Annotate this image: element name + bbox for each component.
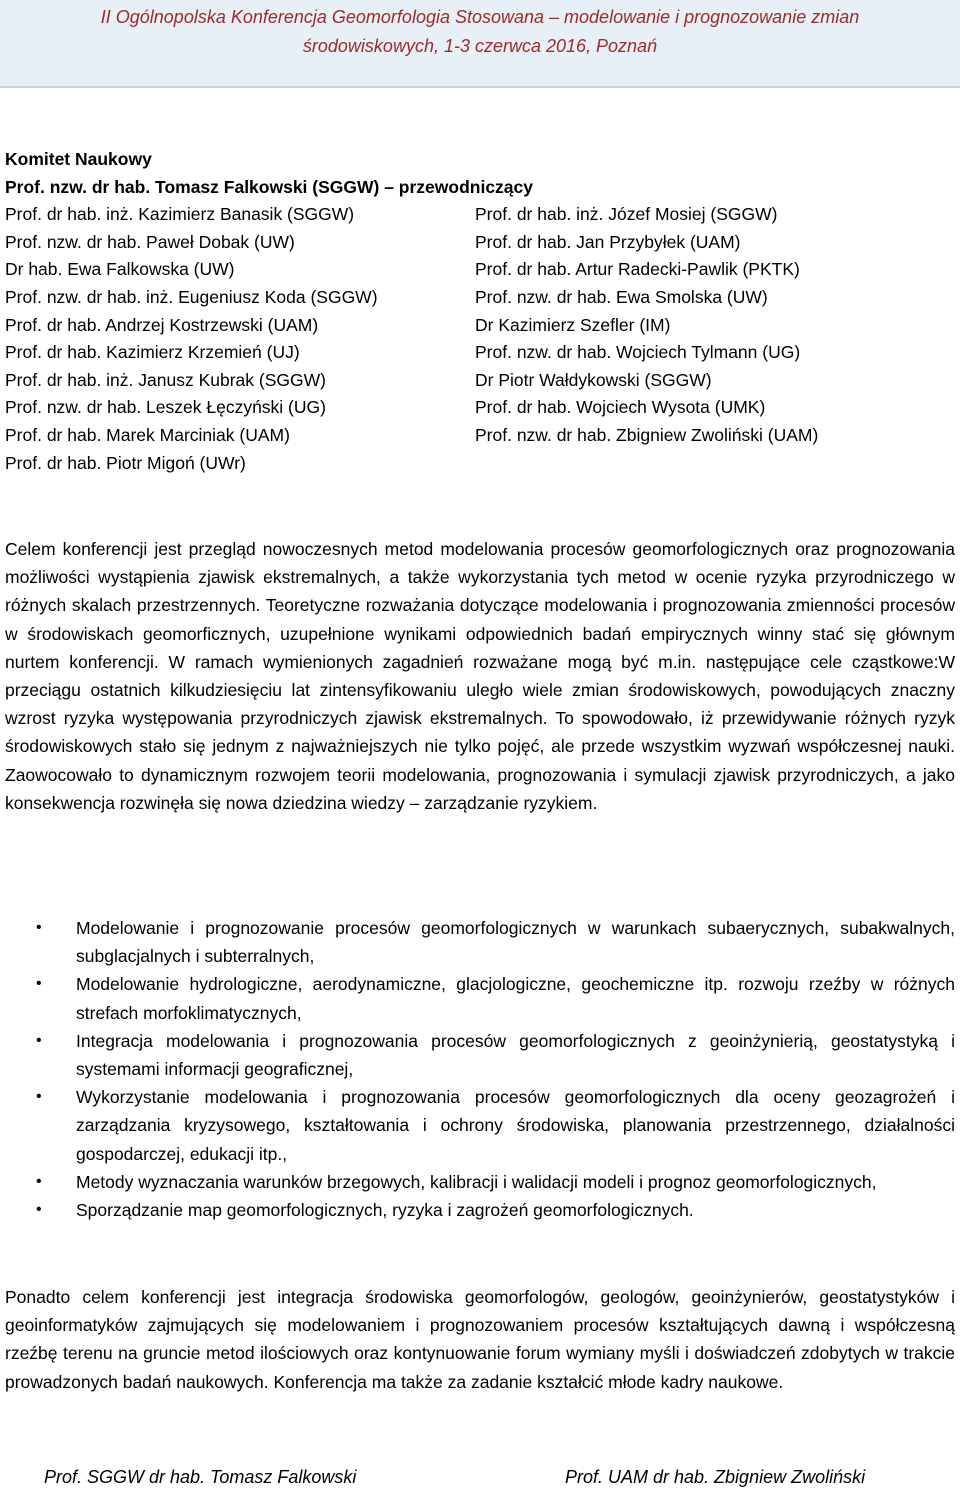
committee-member: Prof. dr hab. Artur Radecki-Pawlik (PKTK) <box>475 259 800 280</box>
topic-text: Wykorzystanie modelowania i prognozowania procesów geomorfologicznych dla oceny geozagrożeń i zarządzania kryzysowego, kształtowania i ochrony środowiska, planowania przestrzennego, działalności gospodarczej, edukacji itp., <box>76 1087 955 1164</box>
committee-members <box>5 201 955 477</box>
bullet-icon: • <box>36 1031 42 1049</box>
committee-member: Dr hab. Ewa Falkowska (UW) <box>5 259 235 280</box>
committee-member: Prof. dr hab. Wojciech Wysota (UMK) <box>475 397 766 418</box>
committee-member: Prof. dr hab. Andrzej Kostrzewski (UAM) <box>5 314 319 335</box>
committee-member: Prof. dr hab. Kazimierz Krzemień (UJ) <box>5 342 300 363</box>
topic-text: Sporządzanie map geomorfologicznych, ryzyka i zagrożeń geomorfologicznych. <box>76 1200 694 1221</box>
topic-text: Modelowanie hydrologiczne, aerodynamiczne, glacjologiczne, geochemiczne itp. rozwoju rzeźby w różnych strefach morfoklimatycznych, <box>76 974 955 1023</box>
committee-member: Prof. nzw. dr hab. Wojciech Tylmann (UG) <box>475 342 801 363</box>
bullet-icon: • <box>36 975 42 993</box>
committee-member: Dr Kazimierz Szefler (IM) <box>475 314 671 335</box>
committee-row <box>5 422 955 450</box>
committee-member: Prof. dr hab. Jan Przybyłek (UAM) <box>475 231 741 252</box>
signature-right: Prof. UAM dr hab. Zbigniew Zwoliński <box>565 1467 866 1487</box>
topic-text: Metody wyznaczania warunków brzegowych, kalibracji i walidacji modeli i prognoz geomorfologicznych, <box>76 1171 877 1192</box>
committee-member: Prof. nzw. dr hab. Ewa Smolska (UW) <box>475 286 768 307</box>
bullet-icon: • <box>36 1172 42 1190</box>
list-item <box>5 914 955 970</box>
page-header <box>0 0 960 88</box>
list-item <box>5 970 955 1026</box>
committee-member: Prof. dr hab. Piotr Migoń (UWr) <box>5 452 246 473</box>
topic-text: Integracja modelowania i prognozowania procesów geomorfologicznych z geoinżynierią, geostatystyką i systemami informacji geograficznej, <box>76 1030 955 1080</box>
committee-member: Prof. nzw. dr hab. Zbigniew Zwoliński (UAM) <box>475 424 819 445</box>
committee-member: Prof. dr hab. inż. Józef Mosiej (SGGW) <box>475 204 778 225</box>
list-item <box>5 1027 955 1083</box>
committee-row <box>5 394 955 422</box>
committee-row <box>5 284 955 312</box>
committee-member: Dr Piotr Wałdykowski (SGGW) <box>475 369 712 390</box>
list-item <box>5 1083 955 1168</box>
committee-member: Prof. dr hab. inż. Janusz Kubrak (SGGW) <box>5 369 326 390</box>
outro-paragraph: Ponadto celem konferencji jest integracja środowiska geomorfologów, geologów, geoinżynierów, geostatystyków i geoinformatyków zajmujących się modelowaniem i prognozowaniem procesów kształtujących dawną i współczesną rzeźbę terenu na gruncie metod ilościowych oraz kontynuowanie forum wymiany myśli i doświadczeń zdobytych w trakcie prowadzonych badań naukowych. Konferencja ma także za zadanie kształcić młode kadry naukowe. <box>5 1287 955 1392</box>
committee-row <box>5 201 955 229</box>
committee-member: Prof. dr hab. inż. Kazimierz Banasik (SGGW) <box>5 204 355 225</box>
intro-paragraph: Celem konferencji jest przegląd nowoczesnych metod modelowania procesów geomorfologicznych oraz prognozowania możliwości wystąpienia zjawisk ekstremalnych, a także wykorzystania tych metod w ocenie ryzyka przyrodniczego w różnych skalach przestrzennych. Teoretyczne rozważania dotyczące modelowania i prognozowania zmienności procesów w środowiskach geomorficznych, uzupełnione wynikami odpowiednich badań empirycznych winny stać się głównym nurtem konferencji. W ramach wymienionych zagadnień rozważane mogą być m.in. następujące cele cząstkowe:W przeciągu ostatnich kilkudziesięciu lat zintensyfikowaniu uległo wiele zmian środowiskowych, powodujących znaczny wzrost ryzyka występowania przyrodniczych zjawisk ekstremalnych. To spowodowało, iż przewidywanie różnych ryzyk środowiskowych stało się jednym z najważniejszych nie tylko pojęć, ale przede wszystkim wyzwań współczesnej nauki. Zaowocowało to dynamicznym rozwojem teorii modelowania, prognozowania i symulacji zjawisk przyrodniczych, a jako konsekwencja rozwinęła się nowa dziedzina wiedzy – zarządzanie ryzykiem. <box>5 539 955 813</box>
topic-text: Modelowanie i prognozowanie procesów geomorfologicznych w warunkach subaerycznych, subakwalnych, subglacjalnych i subterralnych, <box>76 918 955 967</box>
committee-row <box>5 256 955 284</box>
committee-member: Prof. nzw. dr hab. Paweł Dobak (UW) <box>5 231 295 252</box>
list-item <box>5 1196 955 1224</box>
committee-row <box>5 229 955 257</box>
header-line-1: II Ogólnopolska Konferencja Geomorfologia Stosowana – modelowanie i prognozowanie zmian <box>100 7 860 27</box>
bullet-icon: • <box>36 1201 42 1219</box>
committee-row <box>5 339 955 367</box>
committee-heading: Komitet Naukowy <box>5 149 152 169</box>
committee-row <box>5 450 955 478</box>
header-line-2: środowiskowych, 1-3 czerwca 2016, Poznań <box>302 36 658 56</box>
committee-row <box>5 367 955 395</box>
scientific-committee <box>5 146 955 477</box>
committee-member: Prof. dr hab. Marek Marciniak (UAM) <box>5 424 290 445</box>
committee-chair: Prof. nzw. dr hab. Tomasz Falkowski (SGGW) – przewodniczący <box>5 176 534 197</box>
committee-member: Prof. nzw. dr hab. Leszek Łęczyński (UG) <box>5 397 326 418</box>
list-item <box>5 1168 955 1196</box>
committee-member: Prof. nzw. dr hab. inż. Eugeniusz Koda (SGGW) <box>5 286 378 307</box>
bullet-icon: • <box>36 919 42 936</box>
bullet-icon: • <box>36 1088 42 1106</box>
committee-row <box>5 312 955 340</box>
topics-list <box>5 914 955 1224</box>
signature-left: Prof. SGGW dr hab. Tomasz Falkowski <box>44 1467 357 1487</box>
